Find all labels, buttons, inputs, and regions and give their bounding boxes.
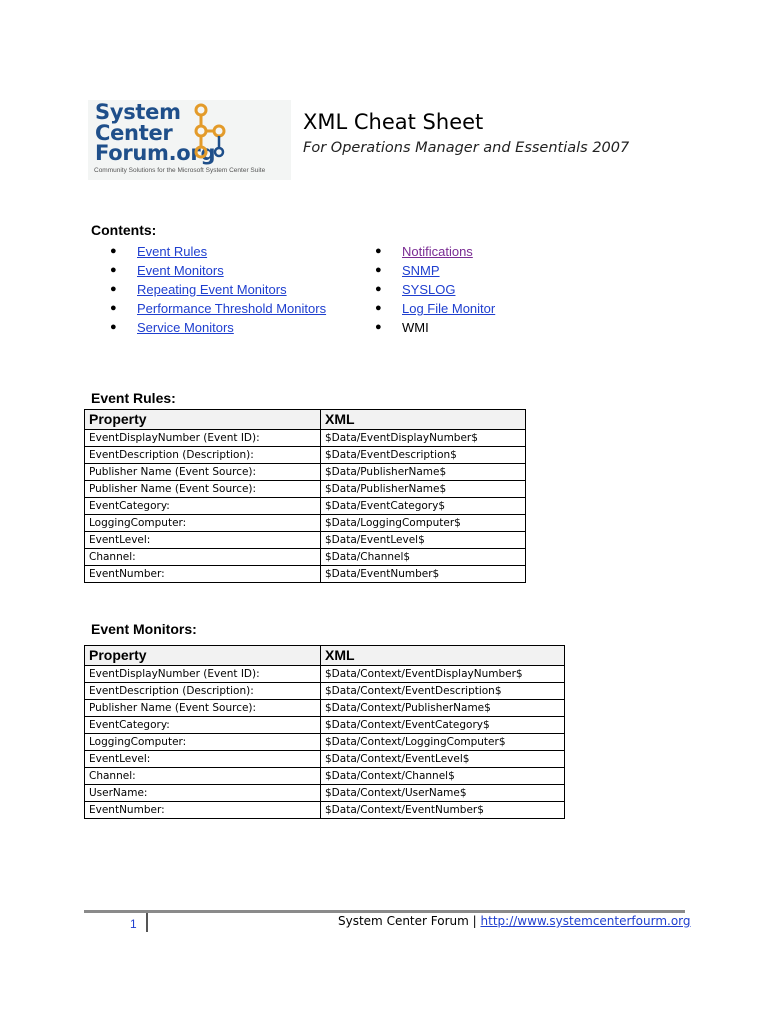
event-rules-heading: Event Rules: [91, 390, 176, 406]
column-header-property: Property [85, 646, 321, 666]
footer-site-name: System Center Forum [338, 914, 469, 928]
toc-item [375, 318, 495, 337]
footer-divider [84, 910, 685, 913]
logo-line-3: Forum.org [95, 141, 216, 165]
toc-left-list [110, 242, 326, 337]
bullet-icon: ● [110, 245, 117, 257]
table-row [85, 734, 565, 751]
bullet-icon: ● [375, 302, 382, 314]
xml-cell: $Data/Context/LoggingComputer$ [321, 734, 565, 751]
document-title: XML Cheat Sheet [303, 110, 484, 134]
toc-link-repeating-event-monitors[interactable]: Repeating Event Monitors [137, 282, 287, 297]
xml-cell: $Data/Context/EventCategory$ [321, 717, 565, 734]
logo-network-icon [191, 102, 231, 162]
table-row [85, 700, 565, 717]
property-cell: EventNumber: [85, 566, 321, 583]
page-number-separator [146, 913, 148, 932]
property-cell: EventDescription (Description): [85, 447, 321, 464]
table-row [85, 666, 565, 683]
toc-item [110, 318, 326, 337]
table-row [85, 515, 526, 532]
property-cell: EventDisplayNumber (Event ID): [85, 666, 321, 683]
bullet-icon: ● [110, 283, 117, 295]
property-cell: EventCategory: [85, 498, 321, 515]
xml-cell: $Data/Context/EventLevel$ [321, 751, 565, 768]
table-row [85, 430, 526, 447]
xml-cell: $Data/Context/UserName$ [321, 785, 565, 802]
bullet-icon: ● [375, 283, 382, 295]
toc-item [110, 280, 326, 299]
toc-link-performance-threshold-monitors[interactable]: Performance Threshold Monitors [137, 301, 327, 316]
property-cell: Channel: [85, 768, 321, 785]
table-row [85, 498, 526, 515]
table-row [85, 464, 526, 481]
toc-link-syslog[interactable]: SYSLOG [402, 282, 456, 297]
xml-cell: $Data/EventNumber$ [321, 566, 526, 583]
event-monitors-table [84, 645, 565, 819]
property-cell: UserName: [85, 785, 321, 802]
toc-item [110, 242, 326, 261]
page-number: 1 [130, 917, 137, 931]
property-cell: Publisher Name (Event Source): [85, 481, 321, 498]
xml-cell: $Data/EventDescription$ [321, 447, 526, 464]
xml-cell: $Data/EventLevel$ [321, 532, 526, 549]
column-header-property: Property [85, 410, 321, 430]
bullet-icon: ● [110, 321, 117, 333]
toc-item [375, 280, 495, 299]
xml-cell: $Data/Context/EventDescription$ [321, 683, 565, 700]
event-monitors-body [85, 666, 565, 819]
bullet-icon: ● [110, 264, 117, 276]
xml-cell: $Data/EventCategory$ [321, 498, 526, 515]
toc-link-notifications[interactable]: Notifications [402, 244, 473, 259]
toc-text-wmi: WMI [402, 320, 429, 335]
toc-item [375, 242, 495, 261]
footer-separator: | [472, 914, 477, 928]
property-cell: EventLevel: [85, 532, 321, 549]
column-header-xml: XML [321, 410, 526, 430]
property-cell: Publisher Name (Event Source): [85, 464, 321, 481]
bullet-icon: ● [110, 302, 117, 314]
table-row [85, 802, 565, 819]
xml-cell: $Data/LoggingComputer$ [321, 515, 526, 532]
toc-link-event-rules[interactable]: Event Rules [137, 244, 208, 259]
event-rules-table [84, 409, 526, 583]
table-row [85, 447, 526, 464]
bullet-icon: ● [375, 245, 382, 257]
table-row [85, 717, 565, 734]
document-subtitle: For Operations Manager and Essentials 2007 [303, 140, 630, 156]
xml-cell: $Data/PublisherName$ [321, 464, 526, 481]
toc-item [110, 299, 326, 318]
table-row [85, 549, 526, 566]
site-logo [88, 100, 291, 180]
toc-right-list [375, 242, 495, 337]
property-cell: LoggingComputer: [85, 515, 321, 532]
bullet-icon: ● [375, 264, 382, 276]
table-row [85, 532, 526, 549]
property-cell: EventDescription (Description): [85, 683, 321, 700]
logo-line-2: Center [95, 121, 173, 145]
toc-link-event-monitors[interactable]: Event Monitors [137, 263, 224, 278]
property-cell: EventCategory: [85, 717, 321, 734]
property-cell: Channel: [85, 549, 321, 566]
xml-cell: $Data/Context/EventNumber$ [321, 802, 565, 819]
table-row [85, 751, 565, 768]
table-header-row [85, 646, 565, 666]
table-row [85, 768, 565, 785]
table-row [85, 566, 526, 583]
property-cell: EventDisplayNumber (Event ID): [85, 430, 321, 447]
event-monitors-heading: Event Monitors: [91, 621, 197, 637]
table-row [85, 481, 526, 498]
xml-cell: $Data/Context/EventDisplayNumber$ [321, 666, 565, 683]
toc-link-log-file-monitor[interactable]: Log File Monitor [402, 301, 496, 316]
table-row [85, 785, 565, 802]
event-rules-body [85, 430, 526, 583]
toc-item [110, 261, 326, 280]
xml-cell: $Data/EventDisplayNumber$ [321, 430, 526, 447]
contents-heading: Contents: [91, 222, 157, 238]
toc-item [375, 261, 495, 280]
toc-link-snmp[interactable]: SNMP [402, 263, 440, 278]
logo-tagline: Community Solutions for the Microsoft System Center Suite [94, 167, 266, 174]
column-header-xml: XML [321, 646, 565, 666]
logo-line-1: System [95, 100, 181, 124]
xml-cell: $Data/Context/PublisherName$ [321, 700, 565, 717]
toc-link-service-monitors[interactable]: Service Monitors [137, 320, 234, 335]
xml-cell: $Data/Channel$ [321, 549, 526, 566]
property-cell: EventLevel: [85, 751, 321, 768]
footer-text [338, 914, 691, 928]
property-cell: EventNumber: [85, 802, 321, 819]
xml-cell: $Data/PublisherName$ [321, 481, 526, 498]
toc-item [375, 299, 495, 318]
table-header-row [85, 410, 526, 430]
bullet-icon: ● [375, 321, 382, 333]
property-cell: LoggingComputer: [85, 734, 321, 751]
property-cell: Publisher Name (Event Source): [85, 700, 321, 717]
xml-cell: $Data/Context/Channel$ [321, 768, 565, 785]
footer-url-link[interactable]: http://www.systemcenterfourm.org [480, 914, 691, 928]
table-row [85, 683, 565, 700]
